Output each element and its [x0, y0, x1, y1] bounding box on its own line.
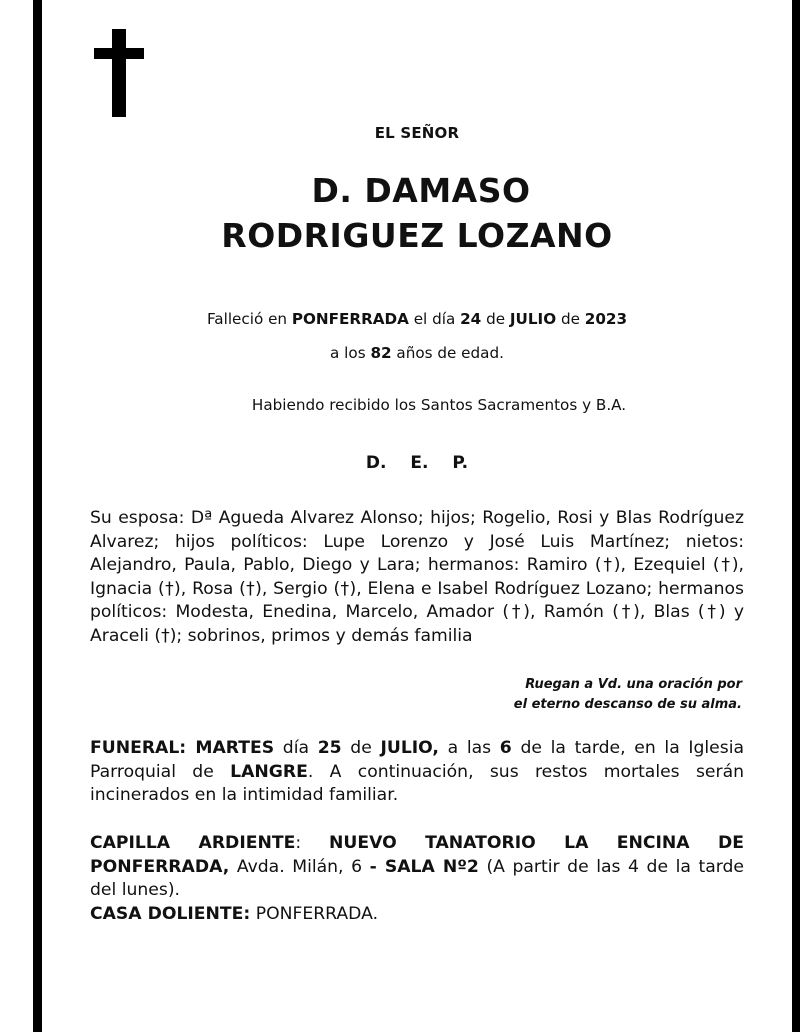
name-line-1: D. DAMASO — [311, 171, 531, 210]
funeral-day: 25 — [317, 738, 342, 758]
age-value: 82 — [370, 344, 392, 362]
honorific-title: EL SEÑOR — [374, 124, 460, 142]
house-label: CASA DOLIENTE: — [90, 904, 251, 924]
funeral-text-1: día — [274, 738, 318, 758]
chapel-label: CAPILLA ARDIENTE — [90, 833, 296, 853]
prayer-line-2: el eterno descanso de su alma. — [513, 697, 742, 712]
funeral-text-4: de la tarde, en la Iglesia Parroquial de — [90, 738, 744, 782]
death-month: JULIO — [509, 310, 557, 328]
age-text-2: años de edad. — [396, 344, 504, 362]
funeral-text-5: . A continuación, sus restos mortales serán incinerados en la intimidad familiar. — [90, 761, 744, 805]
death-year: 2023 — [584, 310, 628, 328]
latin-cross-icon — [94, 29, 144, 117]
chapel-text-3: (A partir de las 4 de la tarde del lunes). — [90, 856, 745, 900]
death-text-2: el día — [408, 310, 461, 328]
chapel-paragraph — [90, 832, 744, 903]
name-line-2: RODRIGUEZ LOZANO — [221, 216, 613, 255]
prayer-line-1: Ruegan a Vd. una oración por — [525, 677, 742, 692]
funeral-hour: 6 — [499, 738, 512, 758]
funeral-text-3: a las — [438, 738, 500, 758]
funeral-place: LANGRE — [230, 761, 308, 782]
death-day: 24 — [460, 310, 482, 328]
cross-vertical-bar — [112, 29, 126, 117]
death-text-4: de — [556, 310, 585, 328]
age-text-1: a los — [330, 344, 371, 362]
family-paragraph: Su esposa: Dª Agueda Alvarez Alonso; hijos; Rogelio, Rosi y Blas Rodríguez Alvarez; hijos políticos: Lupe Lorenzo y José Luis Martínez; nietos: Alejandro, Paula, Pablo, Diego y Lara; hermanos: Ramiro (†), Ezequiel (†), Ignacia (†), Rosa (†), Sergio (†), Elena e Isabel Rodríguez Lozano; hermanos políticos: Modesta, Enedina, Marcelo, Amador (†), Ramón (†), Blas (†) y Araceli (†); sobrinos, primos y demás familia — [90, 508, 744, 646]
death-info — [42, 310, 792, 328]
chapel-text-1: : — [295, 833, 329, 853]
right-border — [792, 0, 800, 1032]
deceased-name — [42, 168, 792, 258]
age-info — [42, 344, 792, 362]
prayer-request — [420, 675, 742, 715]
sacraments-line: Habiendo recibido los Santos Sacramentos y B.A. — [251, 396, 627, 414]
funeral-paragraph — [90, 737, 744, 808]
house-value: PONFERRADA. — [250, 904, 379, 924]
funeral-label: FUNERAL: MARTES — [90, 738, 275, 758]
death-place: PONFERRADA — [291, 310, 409, 328]
chapel-text-2: Avda. Milán, 6 — [229, 856, 370, 877]
death-text-3: de — [481, 310, 510, 328]
cross-horizontal-bar — [94, 48, 144, 59]
chapel-venue: NUEVO TANATORIO LA ENCINA DE PONFERRADA, — [90, 833, 745, 877]
dep-acronym: D. E. P. — [365, 453, 469, 473]
left-border — [33, 0, 42, 1032]
chapel-room: - SALA Nº2 — [369, 856, 479, 877]
mourning-house — [90, 903, 744, 927]
funeral-month: JULIO, — [380, 738, 439, 758]
funeral-text-2: de — [341, 738, 381, 758]
death-text-1: Falleció en — [206, 310, 292, 328]
